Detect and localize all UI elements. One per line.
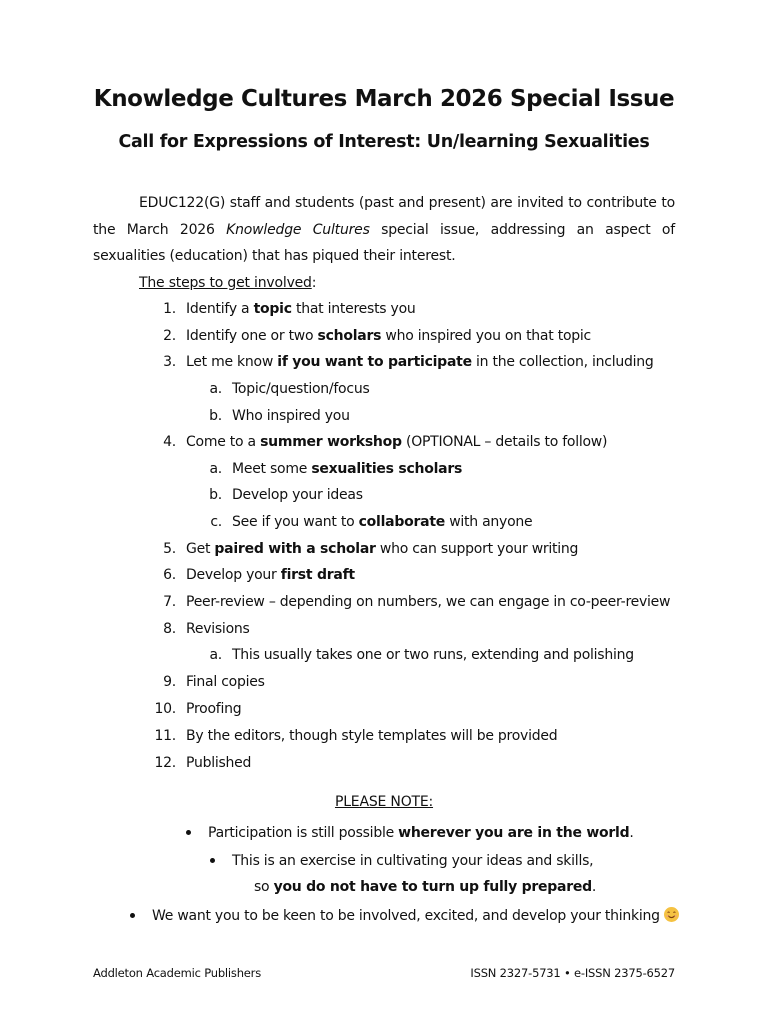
- intro-text-2: special issue, addressing an aspect of sexualities (education) that has piqued their interest.: [93, 221, 676, 265]
- list-letter: b.: [209, 487, 222, 504]
- journal-name: Knowledge Cultures: [226, 221, 370, 238]
- text-part: Let me know: [186, 354, 278, 371]
- text-bold: you do not have to turn up fully prepared: [273, 879, 592, 895]
- list-item-text: [186, 696, 241, 723]
- text-part: .: [591, 879, 597, 895]
- text-part: By the editors, though style templates will be provided: [186, 728, 558, 744]
- text-bold: summer workshop: [260, 434, 402, 451]
- list-item: [0, 669, 768, 696]
- list-number: 7.: [163, 594, 176, 611]
- footer-issn: ISSN 2327-5731 • e-ISSN 2375-6527: [470, 966, 675, 980]
- note-text-line-1: This is an exercise in cultivating your ideas and skills,: [232, 853, 594, 869]
- list-item-text: [186, 723, 557, 750]
- steps-heading-text: The steps to get involved: [139, 275, 312, 291]
- sub-list-item: [0, 642, 768, 669]
- text-bold: scholars: [317, 327, 382, 344]
- sub-list-item: [0, 403, 768, 430]
- list-item-text: [232, 642, 634, 669]
- list-item-text: [186, 536, 578, 563]
- bullet-dot: [186, 830, 191, 835]
- list-item: [0, 429, 768, 456]
- list-number: 6.: [163, 567, 176, 584]
- list-item: [0, 589, 768, 616]
- list-item-text: [232, 456, 462, 483]
- note-text: [152, 906, 679, 926]
- text-bold: sexualities scholars: [311, 460, 463, 477]
- document-subtitle: Call for Expressions of Interest: Un/learning Sexualities: [118, 132, 650, 152]
- list-item: [0, 616, 768, 643]
- list-number: 5.: [163, 540, 176, 557]
- text-part: This usually takes one or two runs, extending and polishing: [232, 647, 634, 664]
- list-letter: a.: [209, 460, 222, 477]
- list-item-text: [232, 403, 350, 430]
- text-part: Topic/question/focus: [232, 380, 370, 397]
- text-part: Come to a: [186, 434, 261, 451]
- list-item-text: [186, 349, 654, 376]
- text-part: so: [254, 879, 274, 895]
- text-part: that interests you: [291, 301, 416, 317]
- list-item-text: [186, 323, 591, 350]
- list-item-text: [232, 509, 532, 536]
- document-title: Knowledge Cultures March 2026 Special Issue: [93, 86, 675, 112]
- list-number: 1.: [163, 301, 176, 317]
- list-number: 4.: [163, 434, 176, 451]
- sub-list-item: [0, 376, 768, 403]
- list-number: 11.: [154, 728, 176, 744]
- list-item: [0, 323, 768, 350]
- steps-heading-colon: :: [311, 275, 317, 291]
- text-part: Revisions: [186, 620, 250, 637]
- list-item: [0, 296, 768, 323]
- text-part: Develop your: [186, 567, 281, 584]
- list-number: 10.: [154, 701, 176, 718]
- text-part: Identify a: [186, 301, 254, 317]
- list-item: [0, 723, 768, 750]
- list-letter: a.: [209, 647, 222, 664]
- list-item: [0, 562, 768, 589]
- smiling-face-emoji-icon: [664, 907, 679, 922]
- list-item: [0, 750, 768, 777]
- footer-publisher: Addleton Academic Publishers: [93, 966, 261, 980]
- text-part: with anyone: [445, 514, 533, 531]
- text-part: Proofing: [186, 701, 242, 718]
- text-part: Final copies: [186, 673, 265, 690]
- note-bullet-2-continued: [254, 877, 596, 897]
- please-note-heading: PLEASE NOTE:: [334, 794, 434, 810]
- text-part: Participation is still possible: [208, 825, 399, 841]
- list-item-text: [186, 669, 265, 696]
- list-item: [0, 349, 768, 376]
- sub-list-item: [0, 456, 768, 483]
- text-bold: paired with a scholar: [214, 540, 376, 557]
- list-item-text: [186, 429, 607, 456]
- steps-list: [0, 296, 768, 776]
- text-part: Develop your ideas: [232, 487, 363, 504]
- text-bold: collaborate: [358, 514, 445, 531]
- list-item: [0, 536, 768, 563]
- intro-text-1: EDUC122(G) staff and students (past and present) are invited to contribute to the March 2026: [93, 195, 675, 238]
- bullet-dot: [130, 913, 135, 918]
- bullet-dot: [210, 858, 215, 863]
- text-bold: topic: [253, 301, 292, 317]
- list-number: 9.: [163, 673, 176, 690]
- list-item-text: [232, 482, 363, 509]
- list-item-text: [186, 296, 416, 323]
- list-item-text: [186, 562, 355, 589]
- list-item-text: [186, 616, 250, 643]
- text-part: who inspired you on that topic: [381, 327, 591, 344]
- text-part: See if you want to: [232, 514, 359, 531]
- steps-heading: [139, 270, 316, 297]
- list-item-text: [186, 750, 251, 777]
- sub-list-item: [0, 509, 768, 536]
- list-letter: c.: [210, 514, 222, 531]
- list-letter: b.: [209, 407, 222, 424]
- text-part: .: [629, 825, 634, 841]
- text-bold: first draft: [280, 567, 355, 584]
- text-bold: wherever you are in the world: [398, 825, 630, 841]
- list-number: 2.: [163, 327, 176, 344]
- list-letter: a.: [209, 380, 222, 397]
- intro-paragraph: [93, 190, 675, 270]
- text-part: (OPTIONAL – details to follow): [401, 434, 608, 451]
- list-number: 8.: [163, 620, 176, 637]
- text-part: Peer-review – depending on numbers, we can engage in co-peer-review: [186, 594, 671, 611]
- list-item-text: [186, 589, 670, 616]
- note-text: [208, 823, 634, 843]
- text-part: Published: [186, 754, 252, 771]
- text-part: We want you to be keen to be involved, excited, and develop your thinking: [152, 908, 660, 924]
- list-number: 3.: [163, 354, 176, 371]
- text-bold: if you want to participate: [277, 354, 472, 371]
- text-part: Get: [186, 540, 215, 557]
- text-part: who can support your writing: [375, 540, 579, 557]
- list-item: [0, 696, 768, 723]
- list-number: 12.: [154, 754, 176, 771]
- text-part: Identify one or two: [186, 327, 318, 344]
- sub-list-item: [0, 482, 768, 509]
- text-part: in the collection, including: [471, 354, 654, 371]
- list-item-text: [232, 376, 370, 403]
- text-part: Meet some: [232, 460, 312, 477]
- text-part: Who inspired you: [232, 407, 350, 424]
